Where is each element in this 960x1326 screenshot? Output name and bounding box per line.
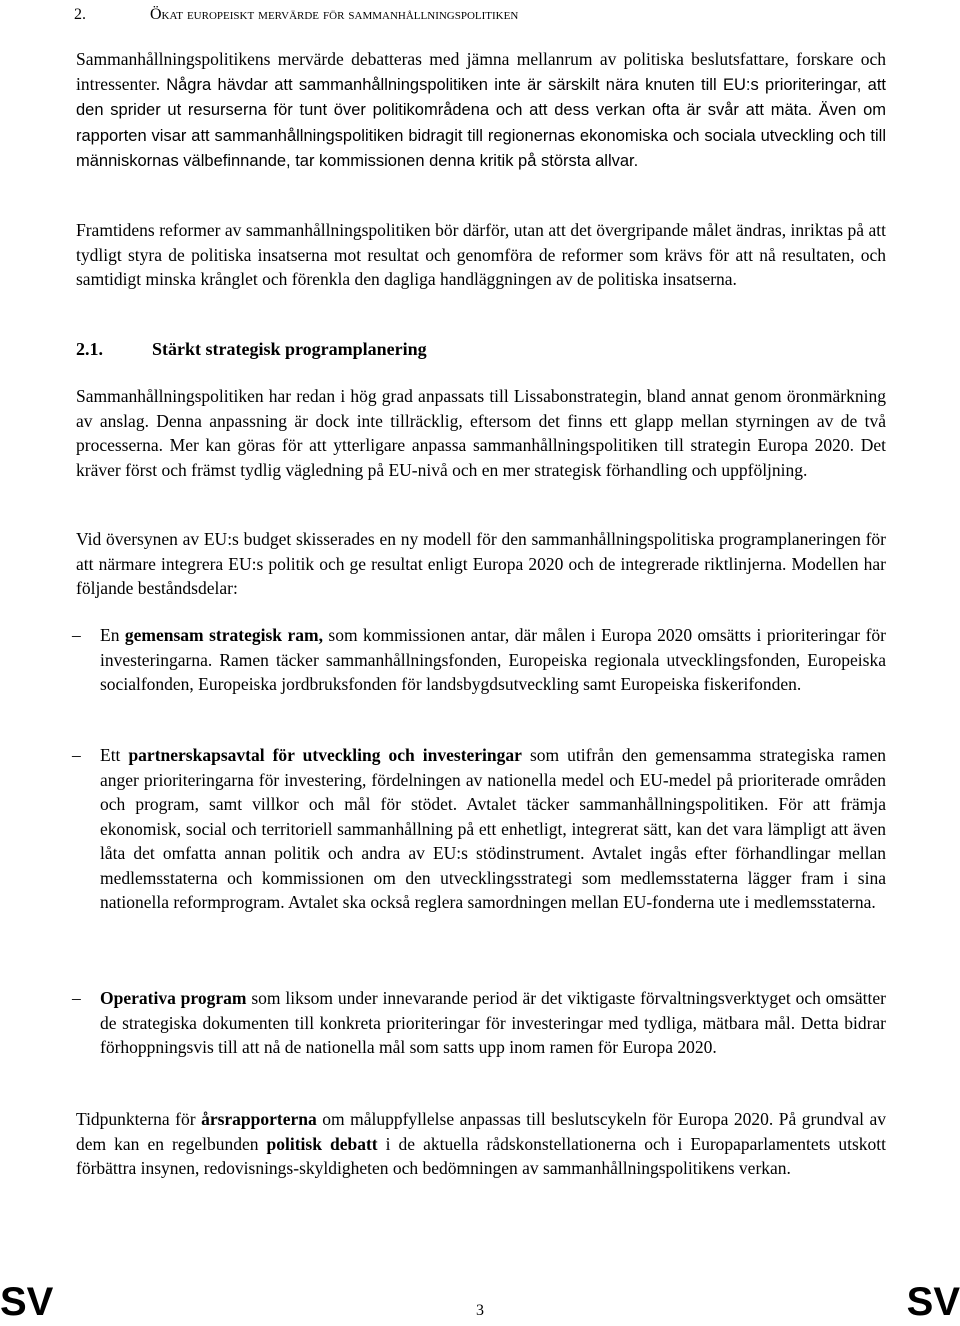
bullet-item [72,986,886,1060]
bullet-text: som liksom under innevarande period är det viktigaste förvaltningsverktyget och omsätter de strategiska dokumenten till konkreta prioriteringar för investeringar med tydliga, mätbara mål. Detta bidrar förhoppningsvis till att nå de nationella mål som satts upp inom ramen för Europa 2020. [100,988,886,1057]
subsection-number: 2.1. [76,339,103,359]
paragraph-text: om måluppfyllelse anpassas till beslutscykeln för Europa 2020. På grundval av dem kan en regelbunden [76,1109,886,1154]
paragraph-3: Sammanhållningspolitiken har redan i hög grad anpassats till Lissabonstrategin, bland annat genom öronmärkning av anslag. Denna anpassning är dock inte tillräcklig, eftersom det finns ett glapp mellan styrningen av de två processerna. Mer kan göras för att ytterligare anpassa sammanhållningspolitiken till strategin Europa 2020. Det kräver först och främst tydlig vägledning på EU-nivå och en mer strategisk förhandling och uppföljning. [76,386,886,480]
dash-marker: – [72,625,81,645]
dash-marker: – [72,745,81,765]
paragraph-2: Framtidens reformer av sammanhållningspolitiken bör därför, utan att det övergripande målet ändras, inriktas på att tydligt styra de politiska insatserna mot resultat och genomföra de reformer som krävs för att nå resultaten, och samtidigt minska krånglet och förenkla den dagliga handläggningen av de politiska insatserna. [76,220,886,289]
section-heading [76,6,518,24]
paragraph-1-sans: Några hävdar att sammanhållningspolitiken inte är särskilt nära knuten till EU:s prioriteringar, att den sprider ut resurserna för tunt över politikområdena och att dess verkan ofta är svår att mäta. Även om rapporten visar att sammanhållningspolitiken bidragit till regionernas ekonomiska och sociala utveckling och till människornas välbefinnande, tar kommissionen denna kritik på största allvar. [76,75,886,170]
bullet-bold-term: Operativa program [100,988,247,1008]
bullet-bold-term: partnerskapsavtal för utveckling och investeringar [128,745,522,765]
section-number: 2. [74,6,86,23]
paragraph-1 [76,47,886,174]
bullet-item [72,743,886,915]
paragraph-4: Vid översynen av EU:s budget skisserades en ny modell för den sammanhållningspolitiska programplaneringen för att närmare integrera EU:s politik och ge resultat enligt Europa 2020 och de integrerade riktlinjerna. Modellen har följande beståndsdelar: [76,529,886,598]
section-title: Ökat europeiskt mervärde för sammanhållningspolitiken [150,6,519,23]
paragraph-text: i de aktuella rådskonstellationerna och i Europaparlamentets utskott förbättra insynen, redovisnings-skyldigheten och bedömningen av sammanhållningspolitikens verkan. [76,1133,886,1178]
bullet-text: Ett [100,745,129,765]
paragraph-1-serif: Sammanhållningspolitikens mervärde debatteras med jämna mellanrum av politiska beslutsfattare, forskare och intressenter. [76,49,886,94]
dash-marker: – [72,988,81,1008]
bullet-bold-term: gemensam strategisk ram, [124,625,323,645]
subsection-title: Stärkt strategisk programplanering [152,339,427,359]
bold-term-politisk-debatt: politisk debatt [266,1133,378,1154]
bullet-text: som kommissionen antar, där målen i Europa 2020 omsätts i prioriteringar för investeringarna. Ramen täcker sammanhållningsfonden, Europeiska regionala utvecklingsfonden, Europeiska socialfonden, Europeiska jordbruksfonden för landsbygdsutveckling samt Europeiska fiskerifonden. [100,625,886,694]
subsection-heading [76,339,427,360]
paragraph-text: Tidpunkterna för [76,1109,202,1129]
paragraph-5 [76,1107,886,1181]
bullet-text: som utifrån den gemensamma strategiska ramen anger prioriteringarna för investering, fördelningen av nationella medel och EU-medel på prioriterade områden och program, samt villkor och mål för stödet. Avtalet täcker sammanhållningspolitiken. För att främja ekonomisk, social och territoriell sammanhållning på ett enhetligt, integrerat sätt, kan det vara lämpligt att även låta det omfatta annan politik och andra av EU:s stödinstrument. Avtalet ingås efter förhandlingar mellan medlemsstaterna och kommissionen om den utvecklingsstrategi som medlemsstaterna lägger fram i sina nationella reformprogram. Avtalet ska också reglera samordningen mellan EU-fonderna ute i medlemsstaterna. [100,745,886,912]
bold-term-arsrapporterna: årsrapporterna [201,1109,317,1129]
page-number: 3 [476,1302,484,1319]
bullet-item [72,623,886,697]
footer-language-left: SV [0,1280,54,1324]
footer-language-right: SV [906,1280,960,1324]
bullet-text: En [100,625,125,645]
